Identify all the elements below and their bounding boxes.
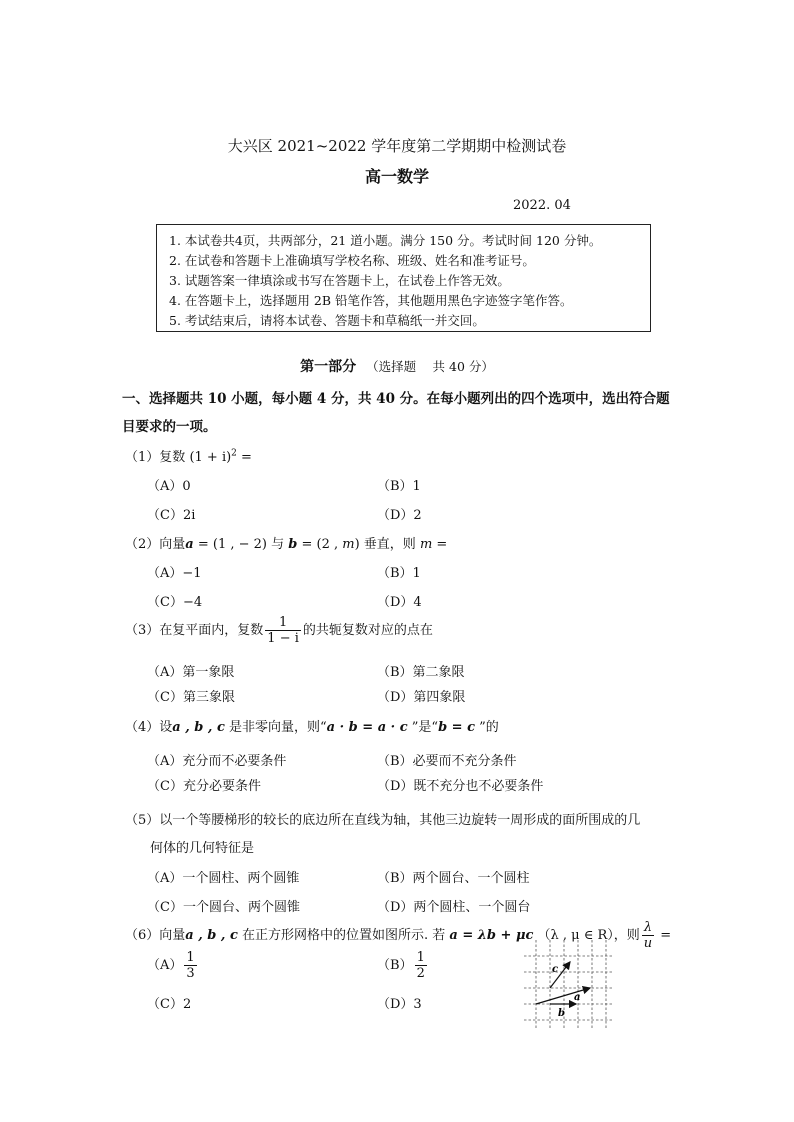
question-number: （6） [125,928,160,943]
q3-option-a: （A）第一象限 [147,665,235,680]
math-expr: = (2 , [297,537,343,552]
q4-option-c: （C）充分必要条件 [147,779,261,794]
question-tail: ”的 [475,720,499,735]
math-tail: ) 垂直，则 [354,537,420,552]
fraction-denominator: 2 [416,966,425,981]
fraction [415,950,427,981]
q2-option-b: （B）1 [377,566,421,581]
q1-option-c: （C）2i [147,508,196,523]
vector-vars: a , b , c [172,720,225,735]
notice-item: 3. 试题答案一律填涂或书写在答题卡上，在试卷上作答无效。 [169,273,510,288]
q5-option-c: （C）一个圆台、两个圆锥 [147,900,300,915]
var-m: m [419,537,433,552]
vector-vars: a , b , c [185,928,238,943]
part-note: （选择题 共 40 分） [366,359,494,374]
condition-1: a · b = a · c [326,720,408,735]
math-expr: = (1 , − 2) 与 [193,537,289,552]
q1-option-a: （A）0 [147,479,191,494]
fraction-denominator: 1 − i [267,631,299,646]
math-tail: = [236,450,252,465]
fraction [642,920,654,951]
q1-option-d: （D）2 [377,508,422,523]
notice-box [156,224,651,332]
notice-item: 5. 考试结束后，请将本试卷、答题卡和草稿纸一并交回。 [169,313,485,328]
q4-option-b: （B）必要而不充分条件 [377,754,517,769]
question-text: ”是“ [407,720,439,735]
q2-option-d: （D）4 [377,595,422,610]
question-number: （2） [125,537,160,552]
q1-option-b: （B）1 [377,479,421,494]
fraction-numerator: 1 [265,615,301,631]
vector-a-arrow [536,988,590,1004]
vector-grid-figure [522,938,614,1030]
fraction-denominator: u [643,936,653,951]
q2-option-a: （A）−1 [147,566,202,581]
notice-item: 1. 本试卷共4页，共两部分，21 道小题。满分 150 分。考试时间 120 分钟。 [169,233,602,248]
section-instruction-line1: 一、选择题共 10 小题，每小题 4 分，共 40 分。在每小题列出的四个选项中，选出符合题 [122,391,670,407]
vector-a-label: a [574,992,581,1003]
vector-equation: a = λb + μc [449,928,534,943]
math-eq: = [432,537,448,552]
question-number: （1） [125,450,160,465]
question-tail: = [656,928,672,943]
fraction [184,950,196,981]
part-title: 第一部分 [300,359,357,375]
question-stem: 以一个等腰梯形的较长的底边所在直线为轴，其他三边旋转一周形成的面所围成的几 [159,813,641,828]
condition-2: b = c [438,720,476,735]
option-label: （A） [147,958,183,973]
vector-a: a [185,537,194,552]
vector-b: b [288,537,298,552]
question-number: （3） [125,623,160,638]
q4-option-a: （A）充分而不必要条件 [147,754,287,769]
question-tail: 的共轭复数对应的点在 [302,623,433,638]
grid-lines [524,940,612,1028]
question-stem: 向量 [159,537,186,552]
question-stem: 复数 [159,450,186,465]
question-text: 是非零向量，则“ [224,720,327,735]
q6-option-d: （D）3 [377,997,422,1012]
question-4 [125,716,499,735]
question-stem: 向量 [159,928,186,943]
vector-b-label: b [558,1008,565,1019]
q5-option-a: （A）一个圆柱、两个圆锥 [147,871,300,886]
fraction-numerator: λ [642,920,654,936]
question-text: 在正方形网格中的位置如图所示. 若 [237,928,450,943]
math-sup: 2 [231,448,237,459]
notice-item: 4. 在答题卡上，选择题用 2B 铅笔作答，其他题用黑色字迹签字笔作答。 [169,293,573,308]
exam-subject: 高一数学 [364,167,429,186]
question-number: （4） [125,720,160,735]
question-stem: 在复平面内，复数 [159,623,264,638]
var-m: m [342,537,355,552]
section-instruction-line2: 目要求的一项。 [122,419,217,435]
fraction [265,615,301,646]
q3-option-c: （C）第三象限 [147,690,235,705]
q2-option-c: （C）−4 [147,595,203,610]
q5-option-d: （D）两个圆柱、一个圆台 [377,900,531,915]
fraction-numerator: 1 [416,950,425,965]
option-label: （B） [377,958,413,973]
question-3 [125,615,433,646]
vector-c-label: c [552,964,559,975]
question-stem: 设 [159,720,173,735]
exam-title: 大兴区 2021~2022 学年度第二学期期中检测试卷 [227,137,567,155]
q6-option-a [147,950,199,981]
math-expr: (1 + i) [189,450,232,465]
q4-option-d: （D）既不充分也不必要条件 [377,779,544,794]
q6-option-b [377,950,429,981]
notice-item: 2. 在试卷和答题卡上准确填写学校名称、班级、姓名和准考证号。 [169,253,535,268]
fraction-denominator: 3 [186,966,195,981]
question-number: （5） [125,813,160,828]
question-5-line2: 何体的几何特征是 [150,841,255,856]
question-2 [125,533,447,552]
fraction-numerator: 1 [186,950,195,965]
q6-option-c: （C）2 [147,997,192,1012]
question-1 [125,446,252,465]
question-condition: （λ , μ ∈ R），则 [537,928,640,943]
question-5 [125,809,640,828]
q5-option-b: （B）两个圆台、一个圆柱 [377,871,530,886]
exam-date: 2022. 04 [513,198,571,213]
q3-option-b: （B）第二象限 [377,665,465,680]
part-heading [0,356,794,376]
q3-option-d: （D）第四象限 [377,690,466,705]
